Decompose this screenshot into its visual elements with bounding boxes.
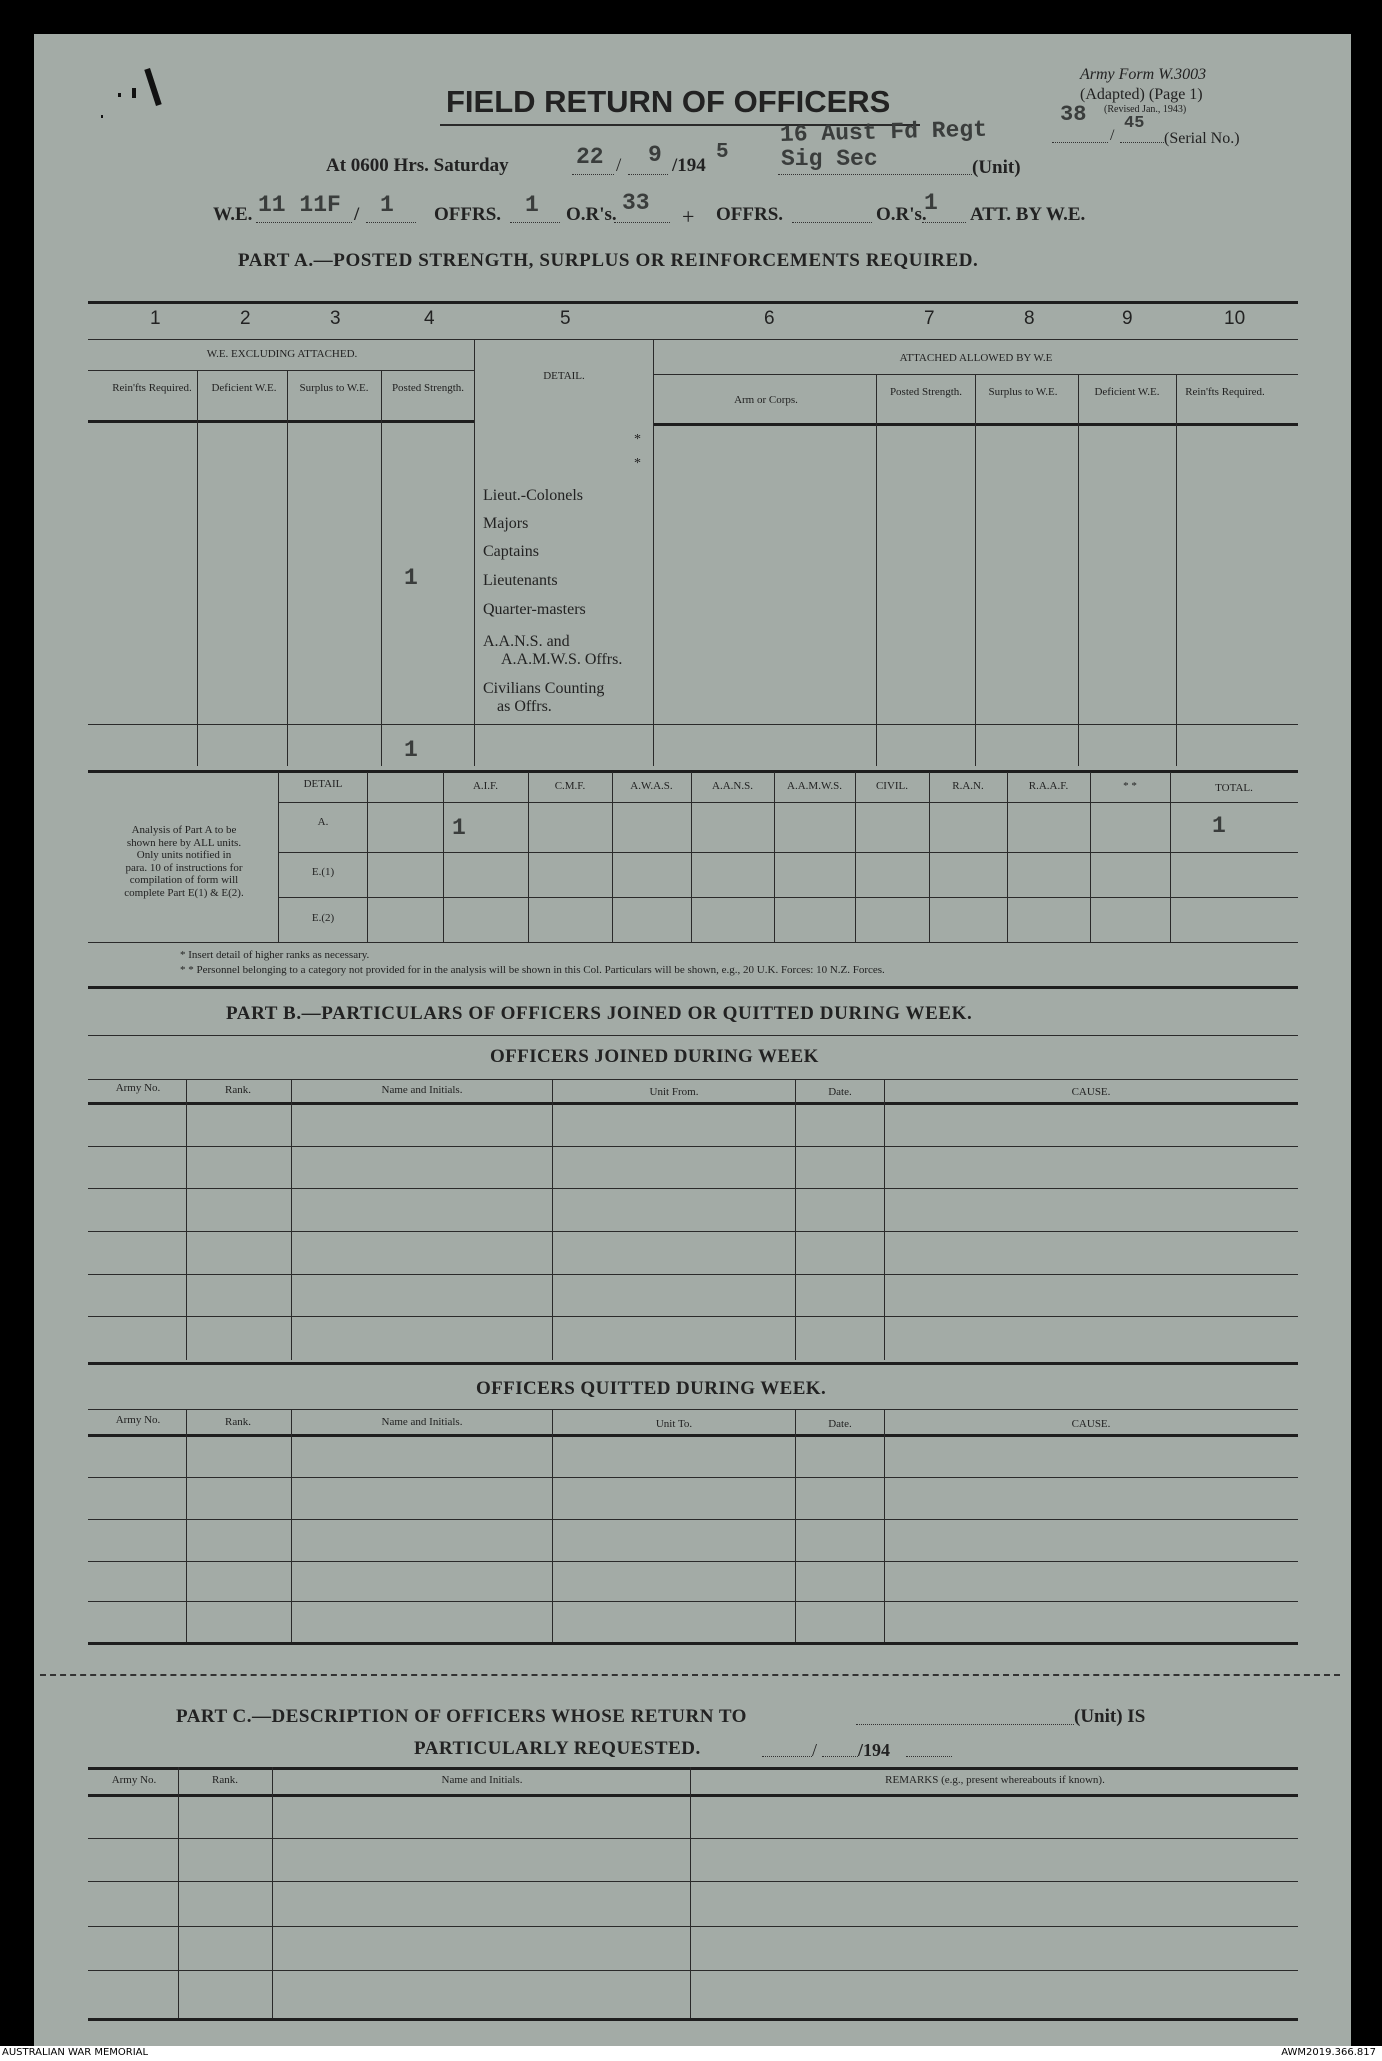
asterisk: * <box>634 432 641 447</box>
offrs-value: 1 <box>525 192 539 218</box>
att-label: ATT. BY W.E. <box>970 204 1086 225</box>
analysis-head: A.W.A.S. <box>630 780 673 792</box>
rule <box>88 2018 1298 2021</box>
date-line <box>762 1756 812 1757</box>
ors-line <box>614 222 670 223</box>
unit-line <box>856 1724 1074 1725</box>
row-rule <box>88 1477 1298 1478</box>
rule <box>88 942 1298 943</box>
joined-head: Army No. <box>115 1082 161 1094</box>
ink-mark <box>118 93 121 97</box>
army-form-label: Army Form W.3003 <box>1080 66 1207 83</box>
row-rule <box>88 1188 1298 1189</box>
joined-head: CAUSE. <box>1071 1086 1111 1098</box>
analysis-head: C.M.F. <box>554 780 586 792</box>
a-total-value: 1 <box>1212 813 1226 839</box>
day-value: 22 <box>576 144 604 170</box>
analysis-head: * * <box>1123 780 1137 792</box>
column-number: 2 <box>240 308 251 329</box>
row-rule <box>88 1926 1298 1927</box>
right-col-head: Deficient W.E. <box>1094 386 1160 398</box>
offrs-line <box>510 222 560 223</box>
year-digit: 5 <box>716 141 729 164</box>
detail-header: DETAIL. <box>543 370 585 382</box>
rule <box>88 1079 1298 1080</box>
serial-year: 45 <box>1124 114 1145 133</box>
row-rule <box>88 1274 1298 1275</box>
date-sep: / <box>616 155 622 176</box>
analysis-head: R.A.N. <box>952 780 984 792</box>
col-rule <box>612 772 613 942</box>
quitted-head: Army No. <box>115 1414 161 1426</box>
unit-line1: 16 Aust Fd Regt <box>779 116 988 148</box>
ors-value: 33 <box>622 190 650 216</box>
left-col-head: Rein'fts Required. <box>112 382 192 394</box>
part-c-title: PART C.—DESCRIPTION OF OFFICERS WHOSE RETURN TO <box>176 1706 747 1727</box>
col-rule <box>795 1409 796 1642</box>
col-rule <box>528 772 529 942</box>
note-line: shown here by ALL units. <box>126 836 242 849</box>
part-b-title: PART B.—PARTICULARS OF OFFICERS JOINED OR QUITTED DURING WEEK. <box>226 1003 973 1024</box>
total-posted: 1 <box>404 737 418 763</box>
rule <box>88 986 1298 989</box>
right-col-head: Surplus to W.E. <box>988 386 1058 398</box>
row-rule <box>88 1146 1298 1147</box>
rank-label: Lieutenants <box>483 572 558 589</box>
rule <box>88 1409 1298 1410</box>
col-rule <box>691 772 692 942</box>
rule <box>88 1362 1298 1365</box>
part-c-head: REMARKS (e.g., present whereabouts if known). <box>885 1774 1105 1786</box>
joined-head: Date. <box>828 1086 852 1098</box>
rule <box>88 1434 1298 1437</box>
we-sep: / <box>354 204 360 225</box>
unit-line2: Sig Sec <box>781 146 878 172</box>
footnote: * * Personnel belonging to a category not provided for in the analysis will be shown in this Col. Particulars will be shown, e.g., 20 U.K. Forces: 10 N.Z. Forces. <box>180 964 885 976</box>
part-a-title: PART A.—POSTED STRENGTH, SURPLUS OR REINFORCEMENTS REQUIRED. <box>238 250 979 271</box>
row-rule <box>88 1519 1298 1520</box>
column-number: 3 <box>330 308 341 329</box>
note-line: complete Part E(1) & E(2). <box>124 886 244 899</box>
lieutenants-posted: 1 <box>404 565 418 591</box>
row-rule <box>88 1970 1298 1971</box>
quitted-head: Name and Initials. <box>381 1416 463 1428</box>
col-rule <box>278 772 279 942</box>
month-value: 9 <box>648 142 662 168</box>
rule <box>278 852 1298 853</box>
joined-head: Name and Initials. <box>381 1084 463 1096</box>
part-c-head: Name and Initials. <box>441 1774 523 1786</box>
part-c-unit-is: (Unit) IS <box>1074 1706 1146 1727</box>
rule <box>88 770 1298 773</box>
we-value: 11 11F <box>258 192 341 218</box>
col-rule <box>552 1409 553 1642</box>
analysis-head: A.I.F. <box>472 780 499 792</box>
rank-label: Civilians Counting <box>483 680 605 697</box>
col-rule <box>291 1409 292 1642</box>
serial-sep: / <box>1110 127 1115 144</box>
rule <box>88 420 475 423</box>
part-a-top-rule <box>88 301 1298 304</box>
col-rule <box>884 1409 885 1642</box>
column-number: 5 <box>560 308 571 329</box>
at-label: At 0600 Hrs. Saturday <box>326 155 509 176</box>
col-rule <box>653 339 654 766</box>
note-line: para. 10 of instructions for <box>125 861 243 874</box>
column-number: 4 <box>424 308 435 329</box>
row-rule <box>88 1601 1298 1602</box>
year-label: /194 <box>858 1740 891 1760</box>
analysis-row-label: A. <box>317 816 329 828</box>
unit-label: (Unit) <box>972 157 1021 178</box>
analysis-head: CIVIL. <box>875 780 909 792</box>
right-col-head: Arm or Corps. <box>734 394 798 406</box>
column-number: 1 <box>150 308 161 329</box>
date-line <box>822 1756 858 1757</box>
column-number: 7 <box>924 308 935 329</box>
ors2-value: 1 <box>924 190 938 216</box>
date-sep: / <box>812 1740 818 1760</box>
archive-footer <box>0 2046 1382 2061</box>
serial-line2 <box>1120 142 1164 143</box>
note-line: Only units notified in <box>136 849 232 861</box>
col-rule <box>197 370 198 766</box>
row-rule <box>88 1231 1298 1232</box>
ink-mark <box>132 88 136 98</box>
we-line2 <box>366 222 416 223</box>
offrs2-label: OFFRS. <box>716 204 784 225</box>
offrs2-line <box>792 222 872 223</box>
row-rule <box>88 1838 1298 1839</box>
year-prefix: /194 <box>672 155 706 176</box>
left-col-head: Deficient W.E. <box>211 382 277 394</box>
col-rule <box>884 1079 885 1360</box>
column-number: 6 <box>764 308 775 329</box>
rule <box>88 1794 1298 1797</box>
analysis-note <box>94 824 274 899</box>
offrs-label: OFFRS. <box>434 204 502 225</box>
col-rule <box>272 1767 273 2021</box>
right-col-head: Posted Strength. <box>889 386 963 398</box>
a-aif-value: 1 <box>452 815 466 841</box>
part-c-head: Army No. <box>111 1774 157 1786</box>
ors2-label: O.R's. <box>876 204 927 225</box>
ors2-line <box>922 222 966 223</box>
rank-label: A.A.N.S. and <box>483 633 570 650</box>
rank-label: A.A.M.W.S. Offrs. <box>501 651 623 668</box>
rule <box>88 370 475 371</box>
col-rule <box>795 1079 796 1360</box>
footer-left: AUSTRALIAN WAR MEMORIAL <box>2 2047 149 2058</box>
col-rule <box>774 772 775 942</box>
rank-label: Lieut.-Colonels <box>483 487 583 504</box>
column-number: 10 <box>1224 308 1246 329</box>
asterisk: * <box>634 456 641 471</box>
rule <box>88 1035 1298 1036</box>
rule <box>278 802 1298 803</box>
col-rule <box>291 1079 292 1360</box>
rule <box>88 1102 1298 1105</box>
col-rule <box>690 1767 691 2021</box>
col-rule <box>1007 772 1008 942</box>
analysis-head: TOTAL. <box>1215 782 1253 794</box>
unit-line <box>778 174 972 175</box>
left-col-head: Posted Strength. <box>391 382 465 394</box>
col-rule <box>443 772 444 942</box>
col-rule <box>178 1767 179 2021</box>
col-rule <box>1078 374 1079 766</box>
we-value2: 1 <box>380 192 394 218</box>
row-rule <box>88 1881 1298 1882</box>
we-label: W.E. <box>213 204 253 225</box>
month-line <box>628 174 668 175</box>
rule <box>88 339 1298 340</box>
rule <box>278 897 1298 898</box>
col-rule <box>1176 374 1177 766</box>
col-rule <box>381 370 382 766</box>
part-c-line2: PARTICULARLY REQUESTED. <box>414 1738 701 1759</box>
ink-mark <box>101 115 103 118</box>
row-rule <box>88 1561 1298 1562</box>
quitted-title: OFFICERS QUITTED DURING WEEK. <box>476 1378 827 1399</box>
rule <box>88 1642 1298 1645</box>
part-c-head: Rank. <box>212 1774 238 1786</box>
column-number: 9 <box>1122 308 1133 329</box>
rule <box>88 724 1298 725</box>
analysis-head: DETAIL <box>303 778 343 790</box>
col-rule <box>1090 772 1091 942</box>
joined-head: Unit From. <box>649 1086 699 1098</box>
col-rule <box>186 1079 187 1360</box>
col-rule <box>1170 772 1171 942</box>
tear-line <box>40 1674 1340 1676</box>
col-rule <box>186 1409 187 1642</box>
right-col-head: Rein'fts Required. <box>1185 386 1265 398</box>
rank-label: Quarter-masters <box>483 601 586 618</box>
col-rule <box>929 772 930 942</box>
ors-label: O.R's. <box>566 204 617 225</box>
col-rule <box>975 374 976 766</box>
rule <box>654 423 1298 426</box>
form-title: FIELD RETURN OF OFFICERS <box>446 84 891 119</box>
row-rule <box>88 1316 1298 1317</box>
we-excluding-label: W.E. EXCLUDING ATTACHED. <box>206 348 358 360</box>
analysis-head: A.A.N.S. <box>712 780 753 792</box>
analysis-head: R.A.A.F. <box>1028 780 1069 792</box>
we-line <box>256 222 352 223</box>
analysis-head: A.A.M.W.S. <box>787 780 842 792</box>
footer-right: AWM2019.366.817 <box>1281 2047 1376 2058</box>
col-rule <box>876 374 877 766</box>
col-rule <box>287 370 288 766</box>
note-line: Analysis of Part A to be <box>131 824 237 836</box>
rule <box>654 374 1298 375</box>
plus-sign: + <box>682 204 695 229</box>
rule <box>88 1767 1298 1770</box>
adapted-label: (Adapted) (Page 1) <box>1080 86 1203 103</box>
revised-label: (Revised Jan., 1943) <box>1104 104 1187 115</box>
quitted-head: Date. <box>828 1418 852 1430</box>
serial-number: 38 <box>1060 102 1087 127</box>
quitted-head: CAUSE. <box>1071 1418 1111 1430</box>
analysis-row-label: E.(1) <box>311 866 335 878</box>
col-rule <box>855 772 856 942</box>
footnote: * Insert detail of higher ranks as necessary. <box>180 949 370 961</box>
column-number: 8 <box>1024 308 1035 329</box>
analysis-row-label: E.(2) <box>311 912 335 924</box>
col-rule <box>367 772 368 942</box>
quitted-head: Unit To. <box>655 1418 693 1430</box>
attached-allowed-label: ATTACHED ALLOWED BY W.E <box>899 352 1053 364</box>
joined-title: OFFICERS JOINED DURING WEEK <box>490 1046 819 1067</box>
left-col-head: Surplus to W.E. <box>299 382 369 394</box>
note-line: compilation of form will <box>129 874 239 886</box>
rank-label: Captains <box>483 543 539 560</box>
col-rule <box>474 339 475 766</box>
joined-head: Rank. <box>225 1084 251 1096</box>
serial-label: (Serial No.) <box>1164 130 1240 147</box>
quitted-head: Rank. <box>225 1416 251 1428</box>
serial-line <box>1052 142 1108 143</box>
date-line <box>906 1756 952 1757</box>
day-line <box>572 174 614 175</box>
rank-label: Majors <box>483 515 529 532</box>
rank-label: as Offrs. <box>497 698 552 715</box>
col-rule <box>552 1079 553 1360</box>
